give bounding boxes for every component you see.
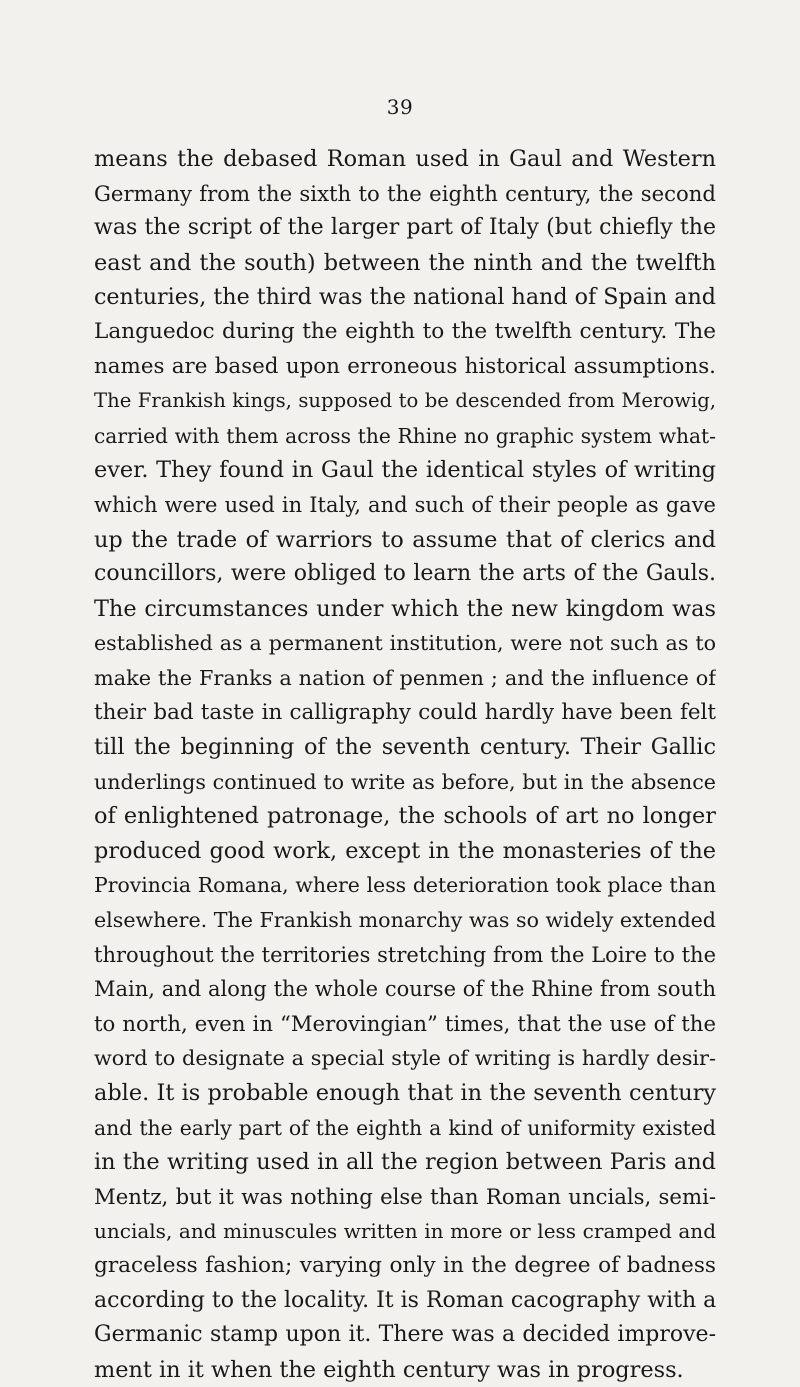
body-paragraph — [94, 142, 716, 1387]
text-line: established as a permanent institution, were not such as to — [94, 631, 716, 656]
text-line: Mentz, but it was nothing else than Roman uncials, semi- — [94, 1183, 716, 1209]
text-line: uncials, and minuscules written in more or less cramped and — [94, 1219, 716, 1244]
text-line: word to designate a special style of writing is hardly desir- — [94, 1046, 716, 1071]
text-line: means the debased Roman used in Gaul and Western — [94, 146, 716, 172]
text-line: produced good work, except in the monasteries of the — [94, 837, 716, 864]
text-line: throughout the territories stretching from the Loire to the — [94, 942, 716, 967]
text-line: make the Franks a nation of penmen ; and the influence of — [94, 665, 716, 690]
page-number: 39 — [386, 95, 414, 119]
text-line: able. It is probable enough that in the seventh century — [94, 1080, 716, 1107]
text-line: their bad taste in calligraphy could hardly have been felt — [94, 699, 716, 725]
text-line: Germanic stamp upon it. There was a decided improve- — [94, 1322, 716, 1348]
text-line: east and the south) between the ninth and the twelfth — [94, 249, 716, 276]
text-line: was the script of the larger part of Italy (but chiefly the — [94, 215, 716, 241]
text-line: carried with them across the Rhine no graphic system what- — [94, 423, 716, 448]
text-line: The circumstances under which the new kingdom was — [94, 595, 716, 622]
text-line: Languedoc during the eighth to the twelfth century. The — [94, 318, 716, 344]
text-line: of enlightened patronage, the schools of art no longer — [94, 803, 716, 830]
text-line: underlings continued to write as before, but in the absence — [94, 769, 716, 794]
text-line: The Frankish kings, supposed to be descended from Merowig, — [94, 389, 716, 413]
text-line: Germany from the sixth to the eighth century, the second — [94, 180, 716, 206]
text-line: graceless fashion; varying only in the degree of badness — [94, 1253, 716, 1278]
text-line: up the trade of warriors to assume that of clerics and — [94, 526, 716, 553]
text-line: according to the locality. It is Roman cacography with a — [94, 1287, 716, 1313]
text-line: elsewhere. The Frankish monarchy was so widely extended — [94, 908, 716, 933]
text-line: centuries, the third was the national hand of Spain and — [94, 284, 716, 311]
text-line: to north, even in “Merovingian” times, that the use of the — [94, 1010, 716, 1036]
text-line: councillors, were obliged to learn the arts of the Gauls. — [94, 561, 716, 587]
text-line: till the beginning of the seventh century. Their Gallic — [94, 734, 716, 761]
text-line: in the writing used in all the region between Paris and — [94, 1149, 716, 1176]
text-line: Provincia Romana, where less deterioration took place than — [94, 873, 716, 898]
text-line: ever. They found in Gaul the identical styles of writing — [94, 457, 716, 484]
text-line: ment in it when the eighth century was in progress. — [94, 1356, 684, 1383]
text-line: names are based upon erroneous historical assumptions. — [94, 353, 716, 379]
text-line: and the early part of the eighth a kind of uniformity existed — [94, 1115, 716, 1140]
text-line: Main, and along the whole course of the Rhine from south — [94, 977, 716, 1002]
text-line: which were used in Italy, and such of their people as gave — [94, 492, 716, 517]
